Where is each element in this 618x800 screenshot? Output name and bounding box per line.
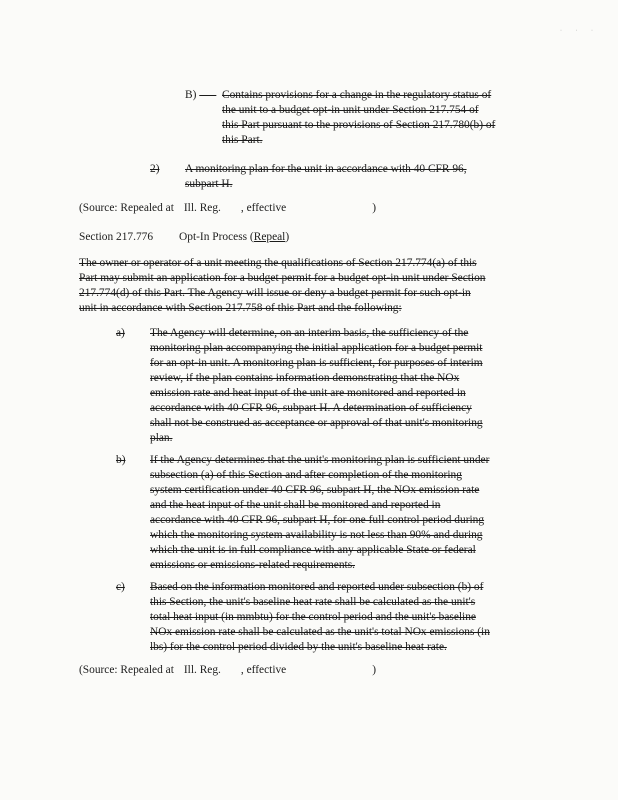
item-a-line-5: emission rate and heat input of the unit are monitored and reported in	[150, 387, 466, 399]
item-a-line-7: shall not be construed as acceptance or approval of that unit's monitoring	[150, 417, 483, 429]
item-b-line-1: Contains provisions for a change in the regulatory status of	[222, 89, 492, 101]
section-title: Opt-In Process (	[179, 231, 254, 243]
item-a-line-3: for an opt-in unit. A monitoring plan is sufficient, for purposes of interim	[150, 357, 483, 369]
section-heading: Section 217.776 Opt-In Process (Repeal)	[79, 231, 290, 243]
item-2-marker: 2)	[150, 163, 160, 175]
section-number: Section 217.776	[79, 231, 154, 243]
item-b2-line-8: emissions or emissions-related requirements.	[150, 559, 355, 571]
item-b2-line-1: If the Agency determines that the unit's monitoring plan is sufficient under	[150, 454, 490, 466]
item-a-line-8: plan.	[150, 432, 173, 444]
scan-dots: · · ·	[560, 28, 599, 34]
intro-line-1: The owner or operator of a unit meeting the qualifications of Section 217.774(a) of this	[79, 257, 477, 269]
item-b2-line-7: which the unit is in full compliance with any applicable State or federal	[150, 544, 476, 556]
item-a-marker: a)	[116, 327, 125, 339]
item-c-line-3: total heat input (in mmbtu) for the control period and the unit's baseline	[150, 611, 476, 623]
item-a-line-1: The Agency will determine, on an interim basis, the sufficiency of the	[150, 327, 469, 339]
item-b2-marker: b)	[116, 454, 126, 466]
item-2-line-1: A monitoring plan for the unit in accordance with 40 CFR 96,	[185, 163, 467, 175]
source-note-2: (Source: Repealed at Ill. Reg. , effective )	[79, 664, 377, 676]
item-b2-line-6: which the monitoring system availability is not less than 90% and during	[150, 529, 483, 541]
section-repeal: Repeal	[253, 231, 286, 243]
intro-line-3: 217.774(d) of this Part. The Agency will issue or deny a budget permit for such opt-in	[79, 287, 471, 299]
item-c-line-1: Based on the information monitored and reported under subsection (b) of	[150, 581, 484, 593]
item-c-line-2: this Section, the unit's baseline heat rate shall be calculated as the unit's	[150, 596, 476, 608]
item-b2-line-5: accordance with 40 CFR 96, subpart H, for one full control period during	[150, 514, 485, 526]
item-b-line-3: this Part pursuant to the provisions of Section 217.780(b) of	[222, 119, 496, 131]
item-c-line-5: lbs) for the control period divided by the unit's baseline heat rate.	[150, 641, 447, 653]
item-c-marker: c)	[116, 581, 125, 593]
item-b-marker: B)	[185, 89, 200, 101]
item-2-line-2: subpart H.	[185, 178, 233, 190]
item-b-line-4: this Part.	[222, 134, 263, 146]
item-b2-line-3: system certification under 40 CFR 96, subpart H, the NOx emission rate	[150, 484, 480, 496]
intro-line-4: unit in accordance with Section 217.758 of this Part and the following:	[79, 302, 402, 314]
item-b2-line-4: and the heat input of the unit shall be monitored and reported in	[150, 499, 441, 511]
source-note-1: (Source: Repealed at Ill. Reg. , effective )	[79, 202, 377, 214]
item-c-line-4: NOx emission rate shall be calculated as the unit's total NOx emissions (in	[150, 626, 490, 638]
item-a-line-2: monitoring plan accompanying the initial application for a budget permit	[150, 342, 483, 354]
intro-line-2: Part may submit an application for a budget permit for a budget opt-in unit under Section	[79, 272, 486, 284]
item-b2-line-2: subsection (a) of this Section and after completion of the monitoring	[150, 469, 462, 481]
item-b-line-2: the unit to a budget opt-in unit under Section 217.754 of	[222, 104, 479, 116]
item-a-line-6: accordance with 40 CFR 96, subpart H. A determination of sufficiency	[150, 402, 472, 414]
item-a-line-4: review, if the plan contains information demonstrating that the NOx	[150, 372, 460, 384]
